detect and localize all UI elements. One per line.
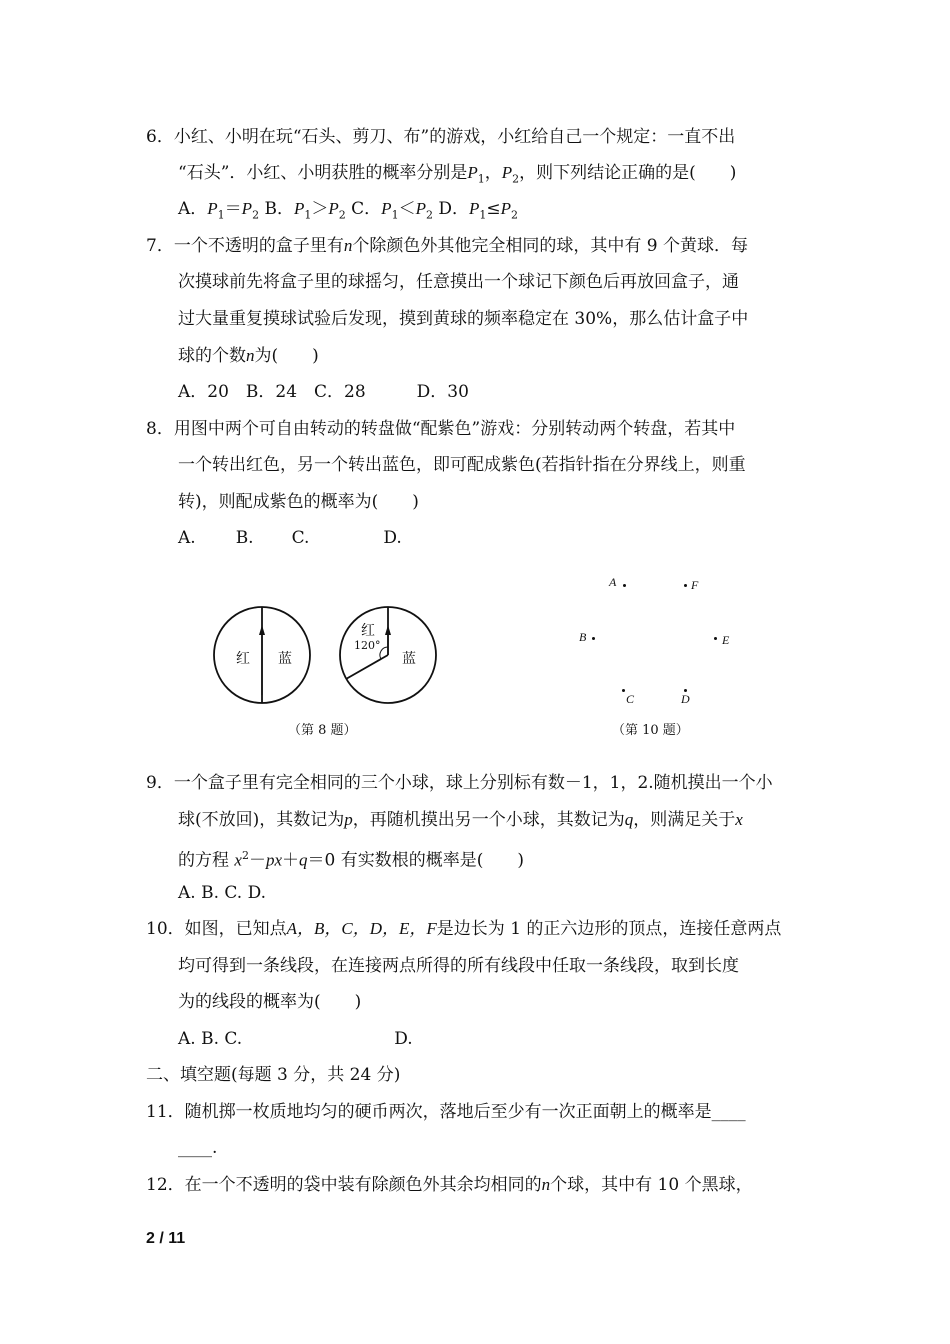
q8-line3: 转)，则配成紫色的概率为( ) [178, 492, 419, 512]
point-d-label: D [681, 692, 690, 706]
q6-options: A．$P_1=P_2$ B．$P_1>P_2$ C．$P_1<P_2$ D．$P_1\le P_2$ [178, 199, 519, 222]
point-f [684, 584, 687, 587]
point-a-label: A [609, 575, 617, 589]
left-pointer-arrow-icon [259, 625, 265, 635]
point-c-label: C [626, 692, 635, 706]
q7-options: A．20 B．24 C．28 D．30 [178, 382, 469, 402]
q7-line3: 过大量重复摸球试验后发现，摸到黄球的频率稳定在 30%，那么估计盒子中 [178, 309, 749, 329]
angle-label: 120° [354, 639, 381, 652]
q7-line1: 7．一个不透明的盒子里有n个除颜色外其他完全相同的球，其中有 9 个黄球．每 [146, 236, 748, 256]
q10-line3: 为的线段的概率为( ) [178, 992, 362, 1012]
q9-options: A. B. C. D. [178, 883, 267, 903]
q8-options: A. B. C. D. [178, 528, 402, 548]
q9-line3: 的方程 $x^2-px+q=0$ 有实数根的概率是( ) [178, 849, 524, 871]
q7-line2: 次摸球前先将盒子里的球摇匀，任意摸出一个球记下颜色后再放回盒子，通 [178, 272, 739, 292]
q12-line1: 12．在一个不透明的袋中装有除颜色外其余均相同的n个球，其中有 10 个黑球， [146, 1175, 753, 1195]
right-red-label: 红 [361, 623, 375, 639]
point-c [622, 689, 625, 692]
q10-line1: 10．如图，已知点A，B，C，D，E，F是边长为 1 的正六边形的顶点，连接任意两点 [146, 919, 782, 939]
q6-line1: 6．小红、小明在玩“石头、剪刀、布”的游戏，小红给自己一个规定：一直不出 [146, 127, 736, 147]
right-blue-label: 蓝 [402, 651, 416, 667]
right-pointer-arrow-icon [385, 625, 391, 635]
page-number: 2 / 11 [146, 1230, 186, 1247]
left-red-label: 红 [236, 651, 250, 667]
q6-line2: “石头”．小红、小明获胜的概率分别是$P_1$，$P_2$，则下列结论正确的是( ) [178, 163, 737, 186]
q10-line2: 均可得到一条线段，在连接两点所得的所有线段中任取一条线段，取到长度 [178, 956, 739, 976]
left-blue-label: 蓝 [278, 651, 292, 667]
q11-line2: ____. [178, 1138, 218, 1158]
point-a [623, 584, 626, 587]
q10-options: A. B. C. D. [178, 1029, 413, 1049]
q11-line1: 11．随机掷一枚质地均匀的硬币两次，落地后至少有一次正面朝上的概率是____ [146, 1102, 746, 1122]
fig8-caption: （第 8 题） [288, 723, 357, 738]
q7-line4: 球的个数n为( ) [178, 346, 319, 366]
section-2-heading: 二、填空题(每题 3 分，共 24 分) [146, 1065, 401, 1085]
point-b-label: B [579, 630, 587, 644]
q9-line1: 9．一个盒子里有完全相同的三个小球，球上分别标有数－1，1，2.随机摸出一个小 [146, 773, 773, 793]
point-e-label: E [722, 633, 730, 647]
point-b [592, 637, 595, 640]
q8-line1: 8．用图中两个可自由转动的转盘做“配紫色”游戏：分别转动两个转盘，若其中 [146, 419, 736, 439]
right-spinner-divider-slant [346, 655, 388, 679]
q9-line2: 球(不放回)，其数记为p，再随机摸出另一个小球，其数记为q，则满足关于x [178, 810, 743, 830]
point-f-label: F [691, 578, 699, 592]
point-e [714, 637, 717, 640]
q8-line2: 一个转出红色，另一个转出蓝色，即可配成紫色(若指针指在分界线上，则重 [178, 455, 746, 475]
fig10-caption: （第 10 题） [612, 723, 689, 738]
